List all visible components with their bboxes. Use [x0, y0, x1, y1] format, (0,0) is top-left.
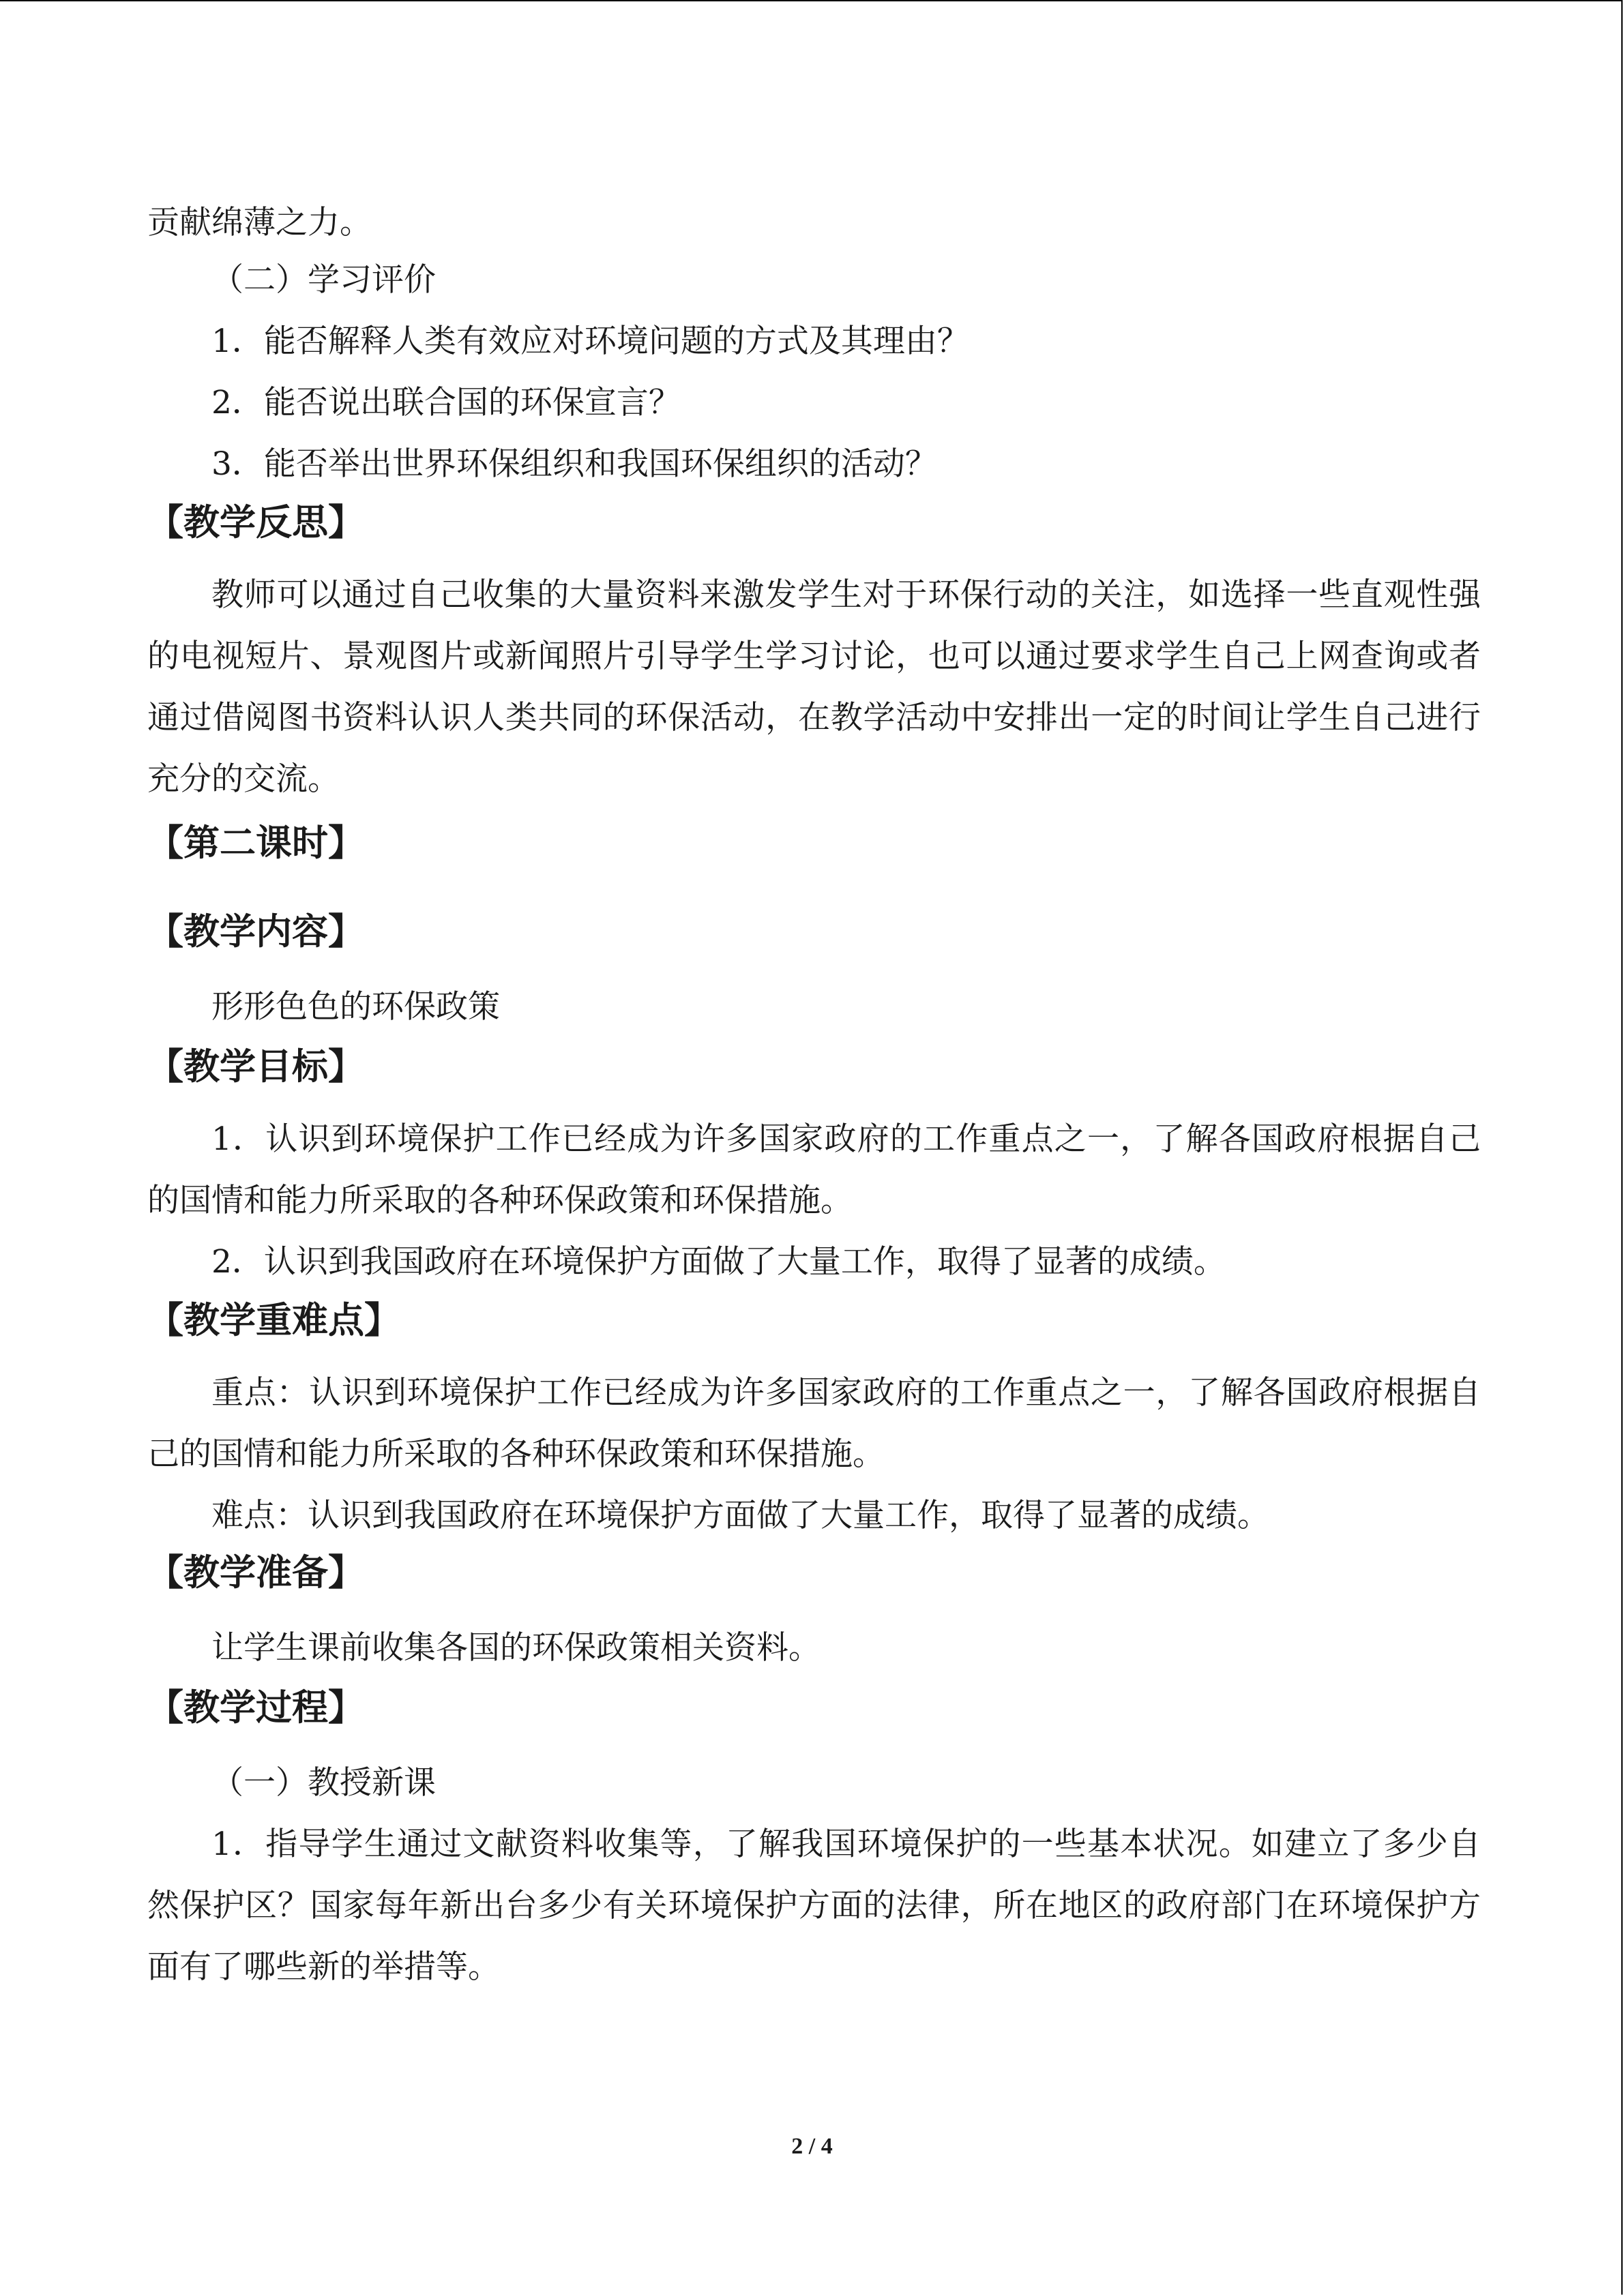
heading-teaching-objectives: 【教学目标】 [147, 1046, 364, 1088]
heading-teaching-process: 【教学过程】 [147, 1687, 364, 1729]
key-point-item: 重点：认识到环境保护工作已经成为许多国家政府的工作重点之一，了解各国政府根据自己的国情和能力所采取的各种环保政策和环保措施。 [147, 1374, 1481, 1473]
heading-teaching-content: 【教学内容】 [147, 911, 364, 953]
objective-item-1: 1．认识到环境保护工作已经成为许多国家政府的工作重点之一，了解各国政府根据自己的国情和能力所采取的各种环保政策和环保措施。 [147, 1120, 1481, 1219]
heading-second-period: 【第二课时】 [147, 822, 364, 864]
reflection-body: 教师可以通过自己收集的大量资料来激发学生对于环保行动的关注，如选择一些直观性强的电视短片、景观图片或新闻照片引导学生学习讨论，也可以通过要求学生自己上网查询或者通过借阅图书资料认识人类共同的环保活动，在教学活动中安排出一定的时间让学生自己进行充分的交流。 [147, 576, 1481, 798]
evaluation-item-2: 2．能否说出联合国的环保宣言？ [211, 384, 681, 421]
evaluation-item-1: 1．能否解释人类有效应对环境问题的方式及其理由？ [211, 323, 969, 360]
objective-item-2: 2．认识到我国政府在环境保护方面做了大量工作，取得了显著的成绩。 [211, 1243, 1226, 1281]
subheading-new-lesson: （一）教授新课 [211, 1764, 436, 1802]
preparation-body: 让学生课前收集各国的环保政策相关资料。 [211, 1629, 821, 1667]
paragraph-continuation: 贡献绵薄之力。 [147, 204, 372, 241]
heading-reflection: 【教学反思】 [147, 502, 364, 543]
subheading-learning-evaluation: （二）学习评价 [211, 261, 436, 299]
difficulty-item: 难点：认识到我国政府在环境保护方面做了大量工作，取得了显著的成绩。 [211, 1497, 1269, 1534]
teaching-content-body: 形形色色的环保政策 [211, 988, 500, 1026]
process-item-1: 1．指导学生通过文献资料收集等，了解我国环境保护的一些基本状况。如建立了多少自然保护区？国家每年新出台多少有关环境保护方面的法律，所在地区的政府部门在环境保护方面有了哪些新的举措等。 [147, 1825, 1481, 1986]
heading-key-points: 【教学重难点】 [147, 1300, 400, 1341]
evaluation-item-3: 3．能否举出世界环保组织和我国环保组织的活动？ [211, 445, 937, 483]
document-body [147, 202, 1481, 1998]
page-number: 2 / 4 [791, 2134, 833, 2159]
heading-preparation: 【教学准备】 [147, 1552, 364, 1594]
